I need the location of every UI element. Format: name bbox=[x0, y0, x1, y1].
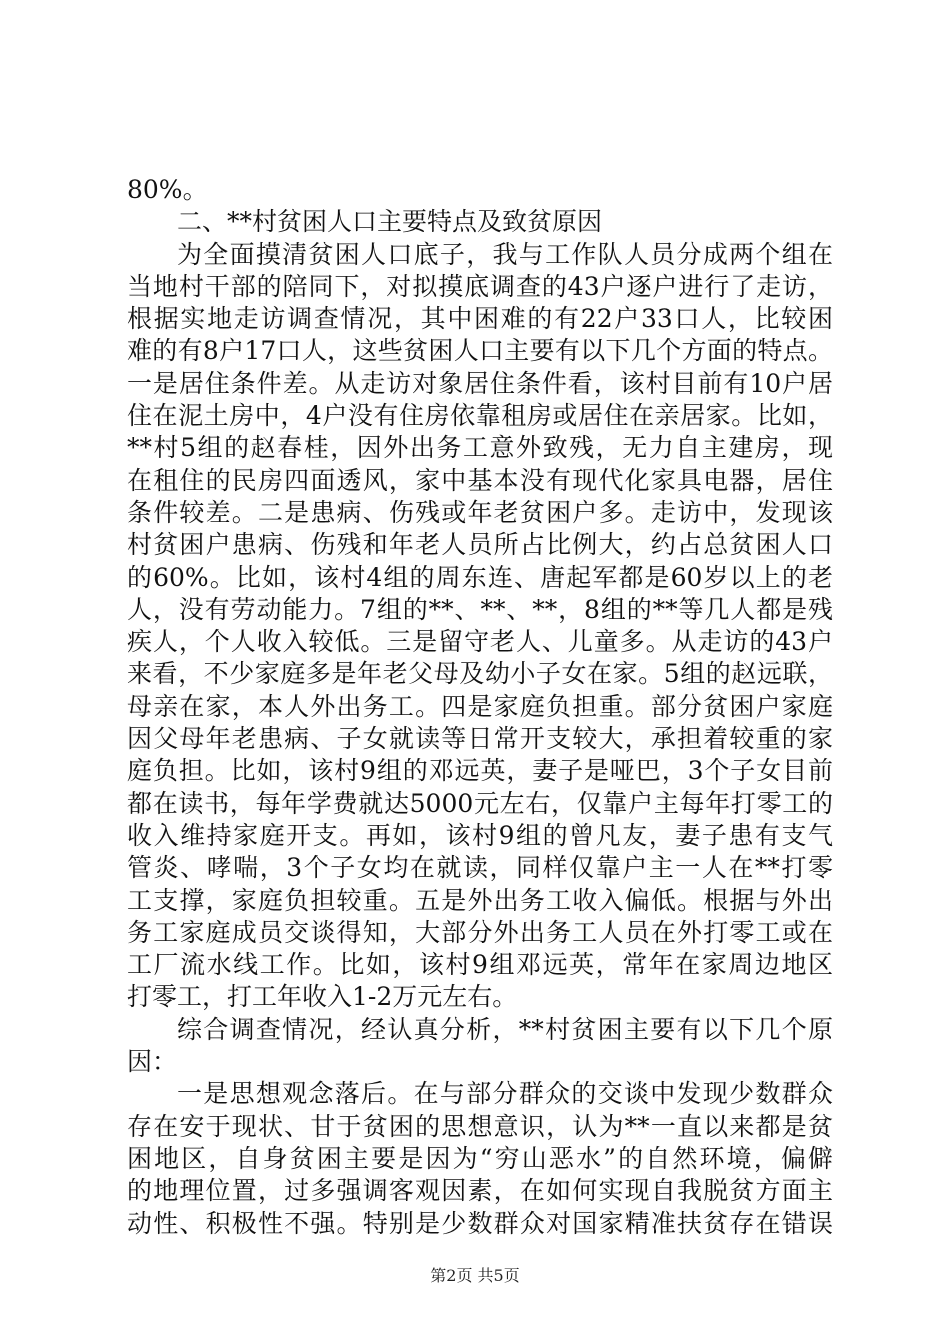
text-line: 动性、积极性不强。特别是少数群众对国家精准扶贫存在错误 bbox=[127, 1208, 833, 1238]
text-line: 都在读书，每年学费就达5000元左右，仅靠户主每年打零工的 bbox=[127, 788, 833, 818]
text-line: 80%。 bbox=[127, 175, 208, 204]
text-line: 管炎、哮喘，3个子女均在就读，同样仅靠户主一人在**打零 bbox=[127, 853, 833, 883]
page-number: 第2页 共5页 bbox=[430, 1266, 520, 1285]
document-body bbox=[127, 174, 833, 1240]
text-line: 收入维持家庭开支。再如，该村9组的曾凡友，妻子患有支气 bbox=[127, 820, 833, 850]
text-line: 当地村干部的陪同下，对拟摸底调查的43户逐户进行了走访， bbox=[127, 271, 833, 301]
page-footer bbox=[0, 1266, 950, 1286]
text-line: 母亲在家，本人外出务工。四是家庭负担重。部分贫困户家庭 bbox=[127, 691, 833, 721]
text-line: 在租住的民房四面透风，家中基本没有现代化家具电器，居住 bbox=[127, 465, 833, 495]
text-line: 因： bbox=[127, 1047, 178, 1077]
text-line: 工厂流水线工作。比如，该村9组邓远英，常年在家周边地区 bbox=[127, 950, 833, 980]
text-line: 疾人，个人收入较低。三是留守老人、儿童多。从走访的43户 bbox=[127, 627, 833, 657]
text-line: 一是思想观念落后。在与部分群众的交谈中发现少数群众 bbox=[177, 1079, 833, 1109]
text-line: **村5组的赵春桂，因外出务工意外致残，无力自主建房，现 bbox=[127, 433, 833, 463]
text-line: 住在泥土房中，4户没有住房依靠租房或居住在亲居家。比如， bbox=[127, 401, 833, 431]
text-line: 条件较差。二是患病、伤残或年老贫困户多。走访中，发现该 bbox=[127, 497, 833, 527]
text-line: 务工家庭成员交谈得知，大部分外出务工人员在外打零工或在 bbox=[127, 917, 833, 947]
text-line: 难的有8户17口人，这些贫困人口主要有以下几个方面的特点。 bbox=[127, 336, 833, 366]
text-line: 打零工，打工年收入1-2万元左右。 bbox=[127, 982, 518, 1012]
text-line: 综合调查情况，经认真分析，**村贫困主要有以下几个原 bbox=[177, 1014, 833, 1044]
text-line: 为全面摸清贫困人口底子，我与工作队人员分成两个组在 bbox=[177, 239, 833, 269]
text-line: 村贫困户患病、伤残和年老人员所占比例大，约占总贫困人口 bbox=[127, 530, 833, 560]
text-line: 的地理位置，过多强调客观因素，在如何实现自我脱贫方面主 bbox=[127, 1176, 833, 1206]
text-line: 庭负担。比如，该村9组的邓远英，妻子是哑巴，3个子女目前 bbox=[127, 756, 833, 786]
text-line: 根据实地走访调查情况，其中困难的有22户33口人，比较困 bbox=[127, 304, 833, 334]
text-line: 工支撑，家庭负担较重。五是外出务工收入偏低。根据与外出 bbox=[127, 885, 833, 915]
text-line: 一是居住条件差。从走访对象居住条件看，该村目前有10户居 bbox=[127, 368, 833, 398]
text-line: 因父母年老患病、子女就读等日常开支较大，承担着较重的家 bbox=[127, 724, 833, 754]
text-line: 二、**村贫困人口主要特点及致贫原因 bbox=[177, 207, 603, 237]
text-line: 存在安于现状、甘于贫困的思想意识，认为**一直以来都是贫 bbox=[127, 1111, 833, 1141]
text-line: 来看，不少家庭多是年老父母及幼小子女在家。5组的赵远联， bbox=[127, 659, 833, 689]
text-line: 人，没有劳动能力。7组的**、**、**，8组的**等几人都是残 bbox=[127, 594, 833, 624]
text-line: 的60%。比如，该村4组的周东连、唐起军都是60岁以上的老 bbox=[127, 562, 833, 592]
text-line: 困地区，自身贫困主要是因为“穷山恶水”的自然环境，偏僻 bbox=[127, 1143, 833, 1173]
